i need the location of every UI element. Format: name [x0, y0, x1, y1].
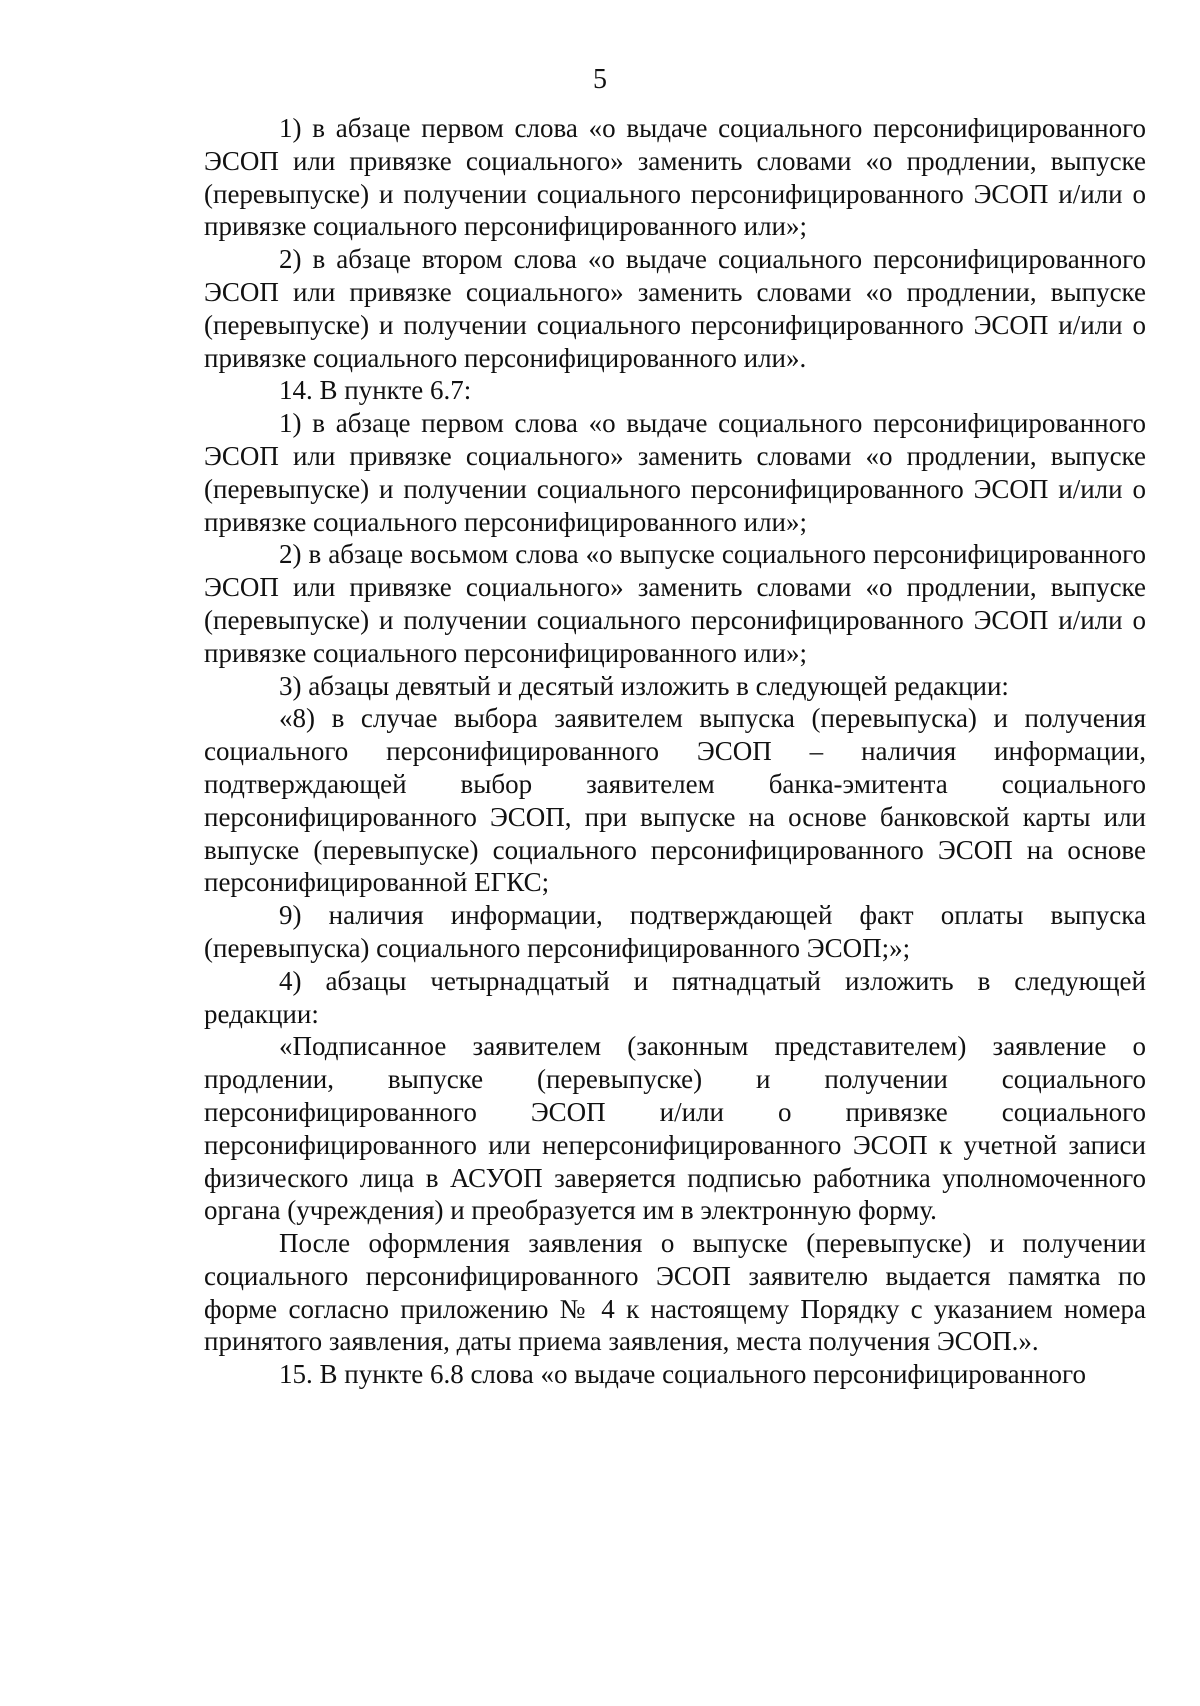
paragraph-8: 9) наличия информации, подтверждающей факт оплаты выпуска (перевыпуска) социального персонифицированного ЭСОП;»; [204, 900, 1146, 963]
document-body [204, 112, 1146, 1391]
page-number: 5 [593, 64, 607, 95]
paragraph-2: 2) в абзаце втором слова «о выдаче социального персонифицированного ЭСОП или привязке социального» заменить словами «о продлении, выпуске (перевыпуске) и получении социального персонифицированного ЭСОП и/или о привязке социального персонифицированного или». [204, 244, 1146, 373]
paragraph-9: 4) абзацы четырнадцатый и пятнадцатый изложить в следующей редакции: [204, 965, 1146, 1029]
paragraph-12: 15. В пункте 6.8 слова «о выдаче социального персонифицированного [279, 1359, 1086, 1390]
paragraph-10: «Подписанное заявителем (законным представителем) заявление о продлении, выпуске (перевыпуске) и получении социального персонифицированного ЭСОП и/или о привязке социального персонифицированного или неперсонифицированного ЭСОП к учетной записи физического лица в АСУОП заверяется подписью работника уполномоченного органа (учреждения) и преобразуется им в электронную форму. [204, 1031, 1146, 1226]
paragraph-5: 2) в абзаце восьмом слова «о выпуске социального персонифицированного ЭСОП или привязке социального» заменить словами «о продлении, выпуске (перевыпуске) и получении социального персонифицированного ЭСОП и/или о привязке социального персонифицированного или»; [204, 539, 1146, 668]
paragraph-6: 3) абзацы девятый и десятый изложить в следующей редакции: [279, 670, 1009, 701]
paragraph-4: 1) в абзаце первом слова «о выдаче социального персонифицированного ЭСОП или привязке социального» заменить словами «о продлении, выпуске (перевыпуске) и получении социального персонифицированного ЭСОП и/или о привязке социального персонифицированного или»; [204, 408, 1146, 537]
paragraph-7: «8) в случае выбора заявителем выпуска (перевыпуска) и получения социального персонифицированного ЭСОП – наличия информации, подтверждающей выбор заявителем банка-эмитента социального персонифицированного ЭСОП, при выпуске на основе банковской карты или выпуске (перевыпуске) социального персонифицированного ЭСОП на основе персонифицированной ЕГКС; [204, 703, 1146, 898]
paragraph-1: 1) в абзаце первом слова «о выдаче социального персонифицированного ЭСОП или привязке социального» заменить словами «о продлении, выпуске (перевыпуске) и получении социального персонифицированного ЭСОП и/или о привязке социального персонифицированного или»; [204, 113, 1146, 242]
paragraph-3: 14. В пункте 6.7: [279, 375, 472, 406]
paragraph-11: После оформления заявления о выпуске (перевыпуске) и получении социального персонифицированного ЭСОП заявителю выдается памятка по форме согласно приложению № 4 к настоящему Порядку с указанием номера принятого заявления, даты приема заявления, места получения ЭСОП.». [204, 1228, 1146, 1357]
